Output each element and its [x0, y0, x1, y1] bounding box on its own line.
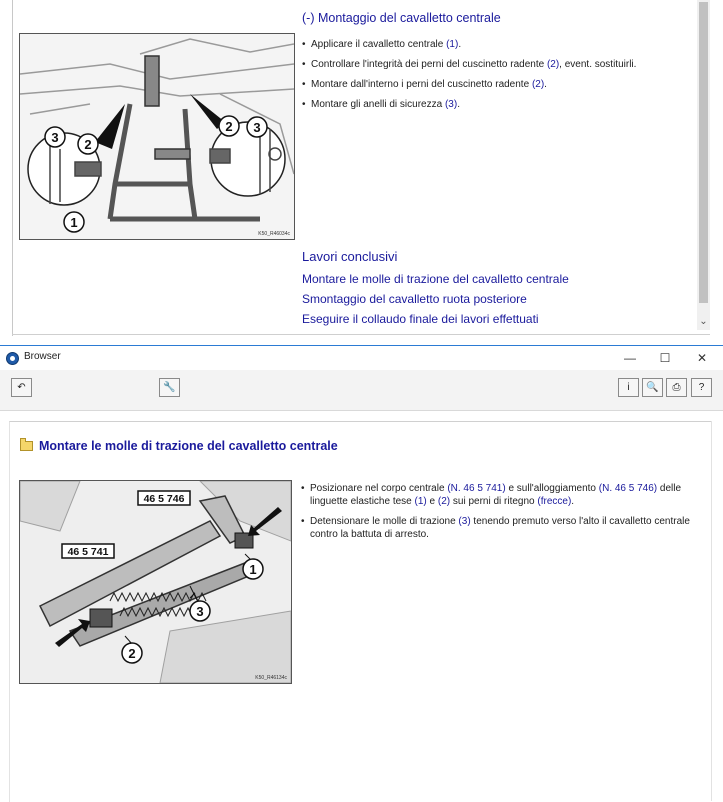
list-item: • Posizionare nel corpo centrale (N. 46 5 741) e sull'alloggiamento (N. 46 5 746) delle linguette elastiche tese (1) e (2) sui perni di ritegno (frecce). [301, 482, 701, 508]
toolbar [0, 370, 723, 411]
callout-1: 1 [249, 562, 257, 577]
background-scrollbar[interactable] [697, 0, 710, 330]
browser-window [0, 345, 723, 801]
bmw-logo-icon [6, 352, 19, 365]
help-icon: ? [698, 382, 705, 393]
tool-label-46-5-746: 46 5 746 [143, 493, 185, 505]
figure-code: K50_R46134c [255, 675, 287, 681]
related-links [302, 272, 569, 332]
window-title: Browser [24, 351, 61, 362]
link-smontaggio-cavalletto[interactable]: Smontaggio del cavalletto ruota posteriore [302, 292, 527, 306]
section-title: (-) Montaggio del cavalletto centrale [302, 11, 501, 25]
page-title: Montare le molle di trazione del cavalletto centrale [39, 439, 338, 453]
scrollbar-thumb[interactable] [699, 2, 708, 303]
list-item: • Controllare l'integrità dei perni del cuscinetto radente (2), event. sostituirli. [302, 58, 692, 71]
callout-3: 3 [196, 604, 204, 619]
document-content [9, 421, 712, 802]
print-button[interactable] [666, 378, 687, 397]
list-item: • Montare dall'interno i perni del cuscinetto radente (2). [302, 78, 692, 91]
back-button[interactable] [11, 378, 32, 397]
callout-2: 2 [128, 646, 136, 661]
printer-icon: ⎙ [672, 382, 681, 393]
callout-2-left: 2 [84, 137, 92, 152]
info-button[interactable] [618, 378, 639, 397]
folder-icon [20, 441, 33, 451]
callout-2-right: 2 [225, 119, 233, 134]
tool-label-46-5-741: 46 5 741 [67, 546, 109, 558]
callout-3-right: 3 [253, 120, 261, 135]
title-bar[interactable] [0, 346, 723, 370]
list-item: • Montare gli anelli di sicurezza (3). [302, 98, 692, 111]
wrench-icon: 🔧 [163, 382, 176, 393]
background-frame-bottom [12, 334, 710, 335]
minimize-button[interactable]: — [624, 351, 636, 365]
binoculars-icon: 🔍 [646, 382, 659, 393]
maximize-button[interactable]: ☐ [659, 351, 671, 365]
back-icon: ↶ [17, 382, 26, 393]
spring-illustration [19, 480, 292, 684]
instruction-list [301, 482, 701, 548]
scroll-down-arrow-icon[interactable]: ⌄ [699, 316, 708, 327]
content-scrollbar[interactable] [711, 421, 723, 801]
list-item: • Applicare il cavalletto centrale (1). [302, 38, 692, 51]
lavori-conclusivi-heading: Lavori conclusivi [302, 249, 398, 264]
close-button[interactable]: ✕ [696, 351, 708, 365]
link-montare-molle[interactable]: Montare le molle di trazione del cavalletto centrale [302, 272, 569, 286]
stand-illustration [19, 33, 295, 240]
callout-3-left: 3 [51, 130, 59, 145]
figure-code: K50_R46034c [258, 231, 290, 237]
background-document-window [0, 0, 723, 345]
tool-button[interactable] [159, 378, 180, 397]
background-left-frame [0, 0, 13, 336]
help-button[interactable] [691, 378, 712, 397]
list-item: • Detensionare le molle di trazione (3) tenendo premuto verso l'alto il cavalletto centrale contro la battuta di arresto. [301, 515, 701, 541]
find-button[interactable] [642, 378, 663, 397]
callout-1: 1 [70, 215, 78, 230]
instruction-list [302, 38, 692, 118]
link-collaudo-finale[interactable]: Eseguire il collaudo finale dei lavori effettuati [302, 312, 539, 326]
info-icon: i [627, 382, 630, 393]
